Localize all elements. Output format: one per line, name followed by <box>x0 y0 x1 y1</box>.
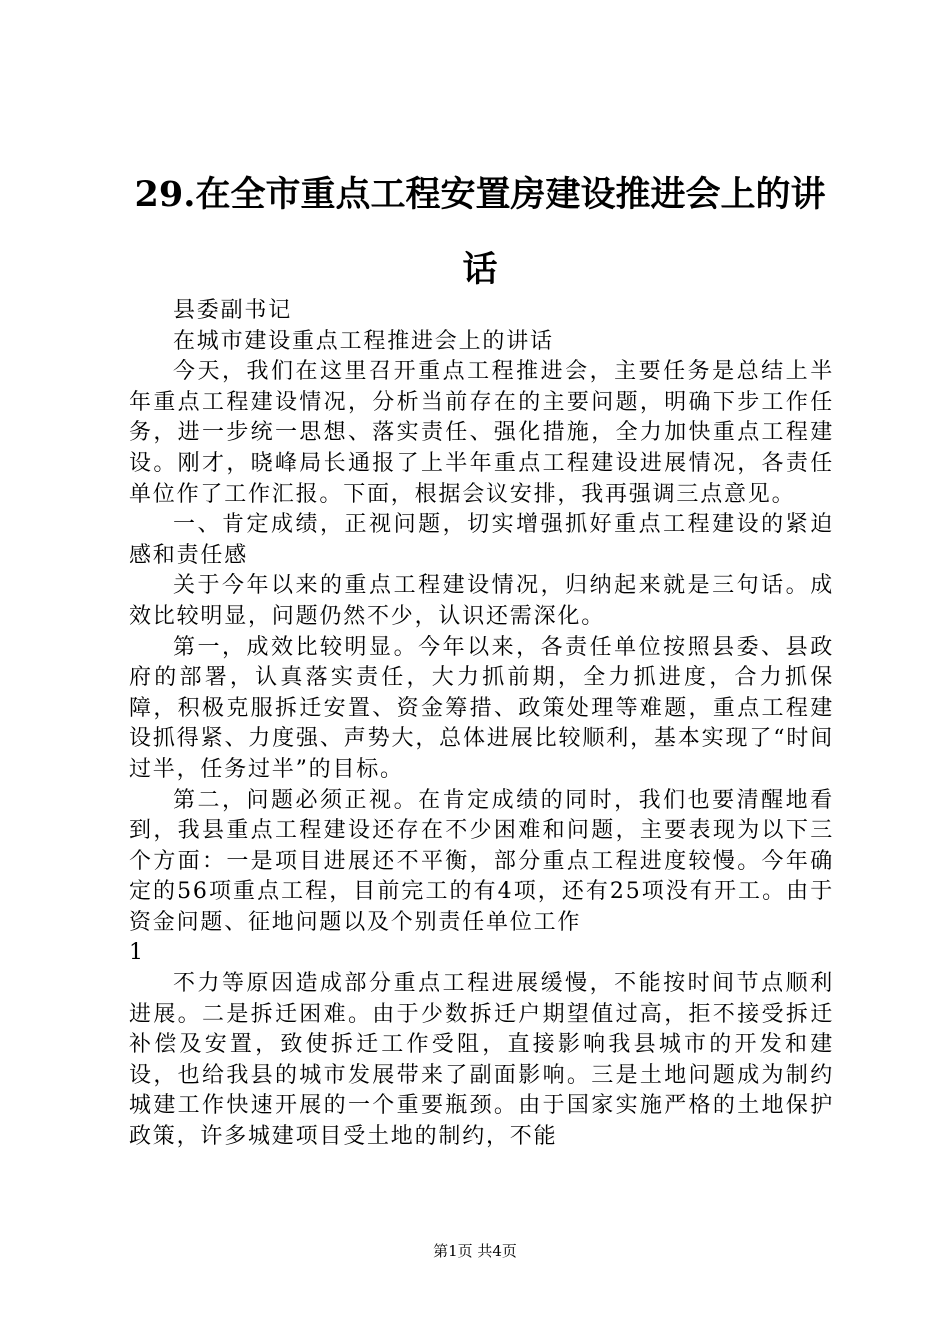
page-footer: 第1页 共4页 <box>433 1242 517 1260</box>
body-paragraph: 不力等原因造成部分重点工程进展缓慢，不能按时间节点顺利进展。二是拆迁困难。由于少数拆迁户期望值过高，拒不接受拆迁补偿及安置，致使拆迁工作受阻，直接影响我县城市的开发和建设，也给我县的城市发展带来了副面影响。三是土地问题成为制约城建工作快速开展的一个重要瓶颈。由于国家实施严格的土地保护政策，许多城建项目受土地的制约，不能 <box>129 971 834 1150</box>
body-paragraph: 今天，我们在这里召开重点工程推进会，主要任务是总结上半年重点工程建设情况，分析当前存在的主要问题，明确下步工作任务，进一步统一思想、落实责任、强化措施，全力加快重点工程建设。刚才，晓峰局长通报了上半年重点工程建设进展情况，各责任单位作了工作汇报。下面，根据会议安排，我再强调三点意见。 <box>129 359 834 507</box>
body-paragraph: 关于今年以来的重点工程建设情况，归纳起来就是三句话。成效比较明显，问题仍然不少，认识还需深化。 <box>129 573 834 629</box>
body-paragraph: 第一，成效比较明显。今年以来，各责任单位按照县委、县政府的部署，认真落实责任，大力抓前期，全力抓进度，合力抓保障，积极克服拆迁安置、资金筹措、政策处理等难题，重点工程建设抓得紧、力度强、声势大，总体进展比较顺利，基本实现了“时间过半，任务过半”的目标。 <box>129 634 834 782</box>
inline-page-number: 1 <box>129 940 145 966</box>
speech-subtitle: 在城市建设重点工程推进会上的讲话 <box>173 328 554 354</box>
document-title: 29.在全市重点工程安置房建设推进会上的讲话 <box>134 174 826 290</box>
author-line: 县委副书记 <box>173 298 293 323</box>
body-paragraph: 第二，问题必须正视。在肯定成绩的同时，我们也要清醒地看到，我县重点工程建设还存在不少困难和问题，主要表现为以下三个方面：一是项目进展还不平衡，部分重点工程进度较慢。今年确定的56项重点工程，目前完工的有4项，还有25项没有开工。由于资金问题、征地问题以及个别责任单位工作 <box>129 787 834 935</box>
document-body <box>129 296 834 1153</box>
section-heading: 一、肯定成绩，正视问题，切实增强抓好重点工程建设的紧迫感和责任感 <box>129 512 834 568</box>
